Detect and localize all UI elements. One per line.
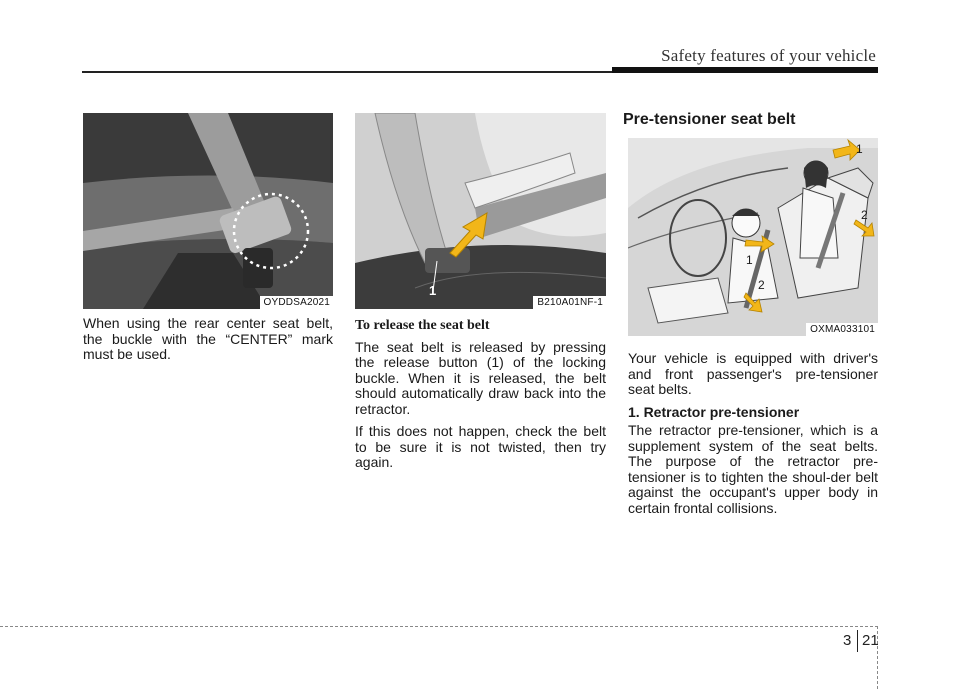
- callout-1: 1: [856, 142, 863, 156]
- figure-label: OXMA033101: [806, 323, 878, 336]
- column-1-text: [83, 316, 333, 370]
- page-number-divider: [857, 630, 858, 652]
- callout-1: 1: [429, 283, 437, 298]
- paragraph: Your vehicle is equipped with driver's and front passenger's pre-tensioner seat belts.: [628, 350, 878, 397]
- release-heading: To release the seat belt: [355, 318, 490, 333]
- callout-2: 2: [758, 278, 765, 292]
- column-2-text: [355, 318, 606, 478]
- page-number: 21: [862, 632, 879, 649]
- rear-seat-illustration: [83, 113, 333, 309]
- footer-rule: [0, 626, 878, 627]
- release-belt-illustration: [355, 113, 606, 309]
- figure-label: B210A01NF-1: [533, 296, 606, 309]
- header-title: Safety features of your vehicle: [661, 46, 876, 65]
- callout-1: 1: [746, 253, 753, 267]
- header-rule-accent: [612, 67, 878, 73]
- paragraph: When using the rear center seat belt, the buckle with the “CENTER” mark must be used.: [83, 315, 333, 362]
- figure-rear-center-belt: [83, 113, 333, 309]
- section-heading: Pre-tensioner seat belt: [623, 111, 796, 128]
- figure-pretensioner: [628, 138, 878, 336]
- paragraph: The retractor pre-tensioner, which is a supplement system of the seat belts. The purpose of the retractor pre-tensioner is to tighten the shoul-der belt against the occupant's upper body in certain frontal collisions.: [628, 422, 878, 516]
- chapter-number: 3: [843, 632, 852, 649]
- paragraph: The seat belt is released by pressing the release button (1) of the locking buckle. When it is released, the belt should automatically draw back into the retractor.: [355, 338, 606, 417]
- column-3-text: [628, 351, 878, 523]
- pretensioner-illustration: [628, 138, 878, 336]
- paragraph: If this does not happen, check the belt to be sure it is not twisted, then try again.: [355, 423, 606, 470]
- figure-release-belt: [355, 113, 606, 309]
- sub-heading: 1. Retractor pre-tensioner: [628, 403, 800, 420]
- figure-label: OYDDSA2021: [260, 296, 333, 309]
- callout-2: 2: [861, 208, 868, 222]
